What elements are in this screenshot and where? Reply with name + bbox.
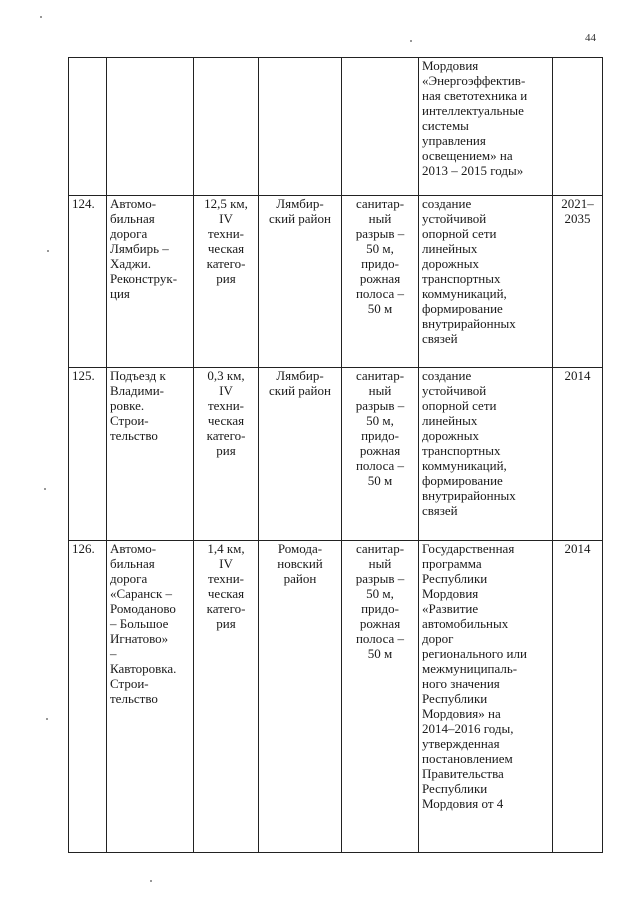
object-length [194,58,259,196]
scan-speck [44,488,46,490]
object-purpose: Государственная программа Республики Мордовия «Развитие автомобильных дорог регионального или межмуниципаль- ного значения Республики Мордовия» на 2014–2016 годы, утвержденная постановлением Правительства Республики Мордовия от 4 [419,541,553,853]
object-period: 2014 [553,541,603,853]
row-number: 125. [69,368,107,541]
object-purpose: создание устойчивой опорной сети линейных дорожных транспортных коммуникаций, формирование внутрирайонных связей [419,368,553,541]
table-row [69,541,603,853]
object-length: 0,3 км, IV техни- ческая катего- рия [194,368,259,541]
table-row [69,196,603,368]
object-length: 12,5 км, IV техни- ческая катего- рия [194,196,259,368]
table-row [69,368,603,541]
object-name: Автомо- бильная дорога Лямбирь – Хаджи. Реконструк- ция [107,196,194,368]
object-district: Ромода- новский район [259,541,342,853]
object-name [107,58,194,196]
object-purpose: создание устойчивой опорной сети линейных дорожных транспортных коммуникаций, формирование внутрирайонных связей [419,196,553,368]
row-number: 126. [69,541,107,853]
scan-speck [46,718,48,720]
scan-speck [47,250,49,252]
scan-speck [150,880,152,882]
object-district [259,58,342,196]
object-district: Лямбир- ский район [259,196,342,368]
scan-speck [40,16,42,18]
page-number: 44 [585,32,596,44]
object-name: Автомо- бильная дорога «Саранск – Ромоданово – Большое Игнатово» – Кавторовка. Строи- тельство [107,541,194,853]
object-purpose: Мордовия «Энергоэффектив- ная светотехника и интеллектуальные системы управления освещением» на 2013 – 2015 годы» [419,58,553,196]
table-row [69,58,603,196]
object-length: 1,4 км, IV техни- ческая катего- рия [194,541,259,853]
object-period: 2014 [553,368,603,541]
row-number [69,58,107,196]
object-zone [342,58,419,196]
row-number: 124. [69,196,107,368]
object-period: 2021– 2035 [553,196,603,368]
object-district: Лямбир- ский район [259,368,342,541]
object-name: Подъезд к Владими- ровке. Строи- тельство [107,368,194,541]
object-zone: санитар- ный разрыв – 50 м, придо- рожная полоса – 50 м [342,196,419,368]
object-zone: санитар- ный разрыв – 50 м, придо- рожная полоса – 50 м [342,541,419,853]
object-period [553,58,603,196]
object-zone: санитар- ный разрыв – 50 м, придо- рожная полоса – 50 м [342,368,419,541]
scan-speck [410,40,412,42]
infrastructure-table [68,57,603,853]
